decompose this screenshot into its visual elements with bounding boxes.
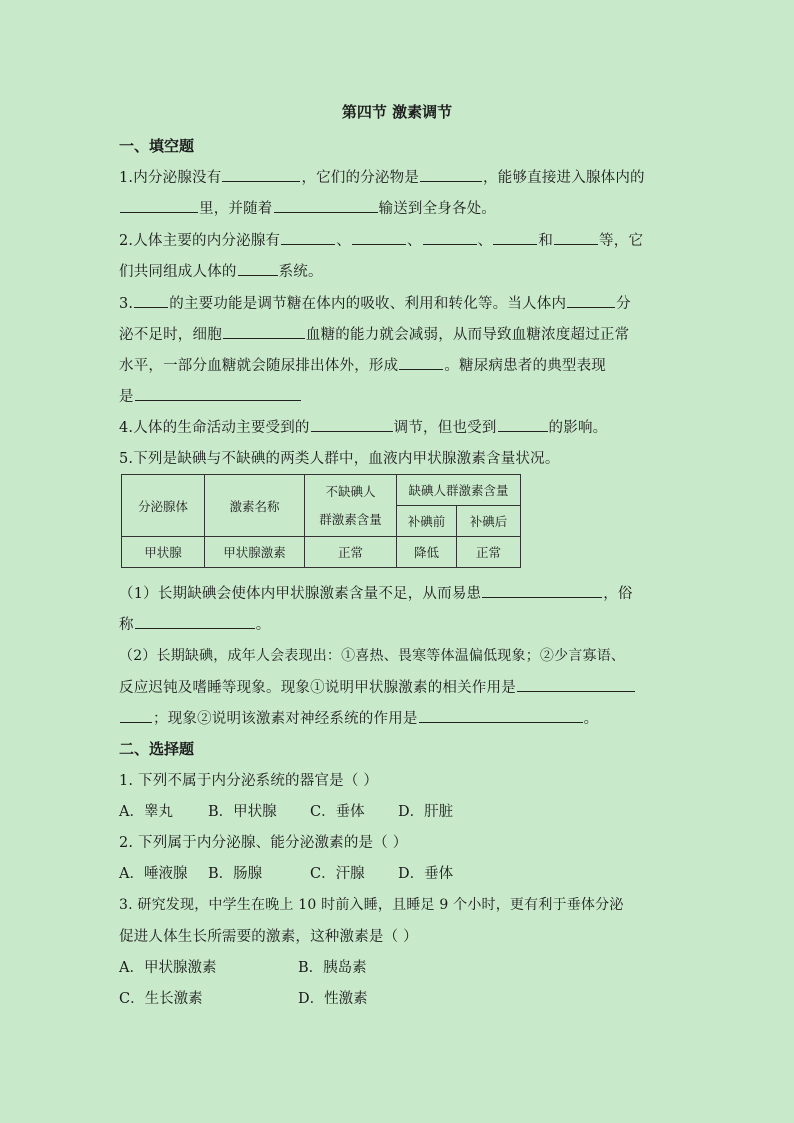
table-cell: 甲状腺 xyxy=(122,537,205,568)
q5-sub2-line-2: 反应迟钝及嗜睡等现象。现象①说明甲状腺激素的相关作用是 xyxy=(119,676,636,697)
answer-blank[interactable] xyxy=(134,293,168,308)
choice-2-question: 2. 下列属于内分泌腺、能分泌激素的是（ ） xyxy=(119,835,408,851)
table-cell: 正常 xyxy=(457,537,521,568)
table-header-deficient: 缺碘人群激素含量 xyxy=(397,475,521,506)
answer-blank[interactable] xyxy=(420,167,482,182)
q5-sub2-line-3: ；现象②说明该激素对神经系统的作用是 。 xyxy=(119,707,598,728)
choice-2-option-c[interactable]: C．汗腺 xyxy=(310,866,365,882)
table-header-before: 补碘前 xyxy=(397,506,457,537)
answer-blank[interactable] xyxy=(567,293,615,308)
choice-2-option-a[interactable]: A．唾液腺 xyxy=(119,866,188,882)
table-header-gland: 分泌腺体 xyxy=(122,475,205,537)
q3-line-4: 是 xyxy=(119,385,302,406)
answer-blank[interactable] xyxy=(482,583,602,598)
answer-blank[interactable] xyxy=(517,677,635,692)
table-header-normal: 不缺碘人 群激素含量 xyxy=(305,475,397,537)
hormone-table xyxy=(121,474,521,568)
answer-blank[interactable] xyxy=(352,230,406,245)
answer-blank[interactable] xyxy=(554,230,598,245)
section-choice-heading: 二、选择题 xyxy=(119,740,195,758)
table-header-after: 补碘后 xyxy=(457,506,521,537)
choice-3-option-c[interactable]: C．生长激素 xyxy=(119,991,203,1007)
choice-1-option-a[interactable]: A．睾丸 xyxy=(119,804,173,820)
answer-blank[interactable] xyxy=(223,324,305,339)
page-title: 第四节 激素调节 xyxy=(341,103,453,121)
answer-blank[interactable] xyxy=(120,198,198,213)
choice-3-question-line-2: 促进人体生长所需要的激素，这种激素是（ ） xyxy=(119,929,418,945)
q4-line: 4.人体的生命活动主要受到的 调节，但也受到 的影响。 xyxy=(119,416,607,437)
q5-sub1-line-1: （1）长期缺碘会使体内甲状腺激素含量不足，从而易患 ，俗 xyxy=(119,582,633,603)
table-cell: 甲状腺激素 xyxy=(205,537,305,568)
choice-1-option-c[interactable]: C．垂体 xyxy=(310,804,365,820)
q3-line-3: 水平，一部分血糖就会随尿排出体外，形成 。糖尿病患者的典型表现 xyxy=(119,354,606,375)
choice-3-question-line-1: 3. 研究发现，中学生在晚上 10 时前入睡，且睡足 9 个小时，更有利于垂体分泌 xyxy=(119,897,624,913)
q2-line-1: 2.人体主要的内分泌腺有 、 、 、 和 等，它 xyxy=(119,229,643,250)
q5-sub2-line-1: （2）长期缺碘，成年人会表现出：①喜热、畏寒等体温偏低现象；②少言寡语、 xyxy=(119,648,626,664)
table-row xyxy=(122,537,521,568)
q5-intro: 5.下列是缺碘与不缺碘的两类人群中，血液内甲状腺激素含量状况。 xyxy=(119,451,560,467)
answer-blank[interactable] xyxy=(399,355,443,370)
q1-line-2: 里，并随着 输送到全身各处。 xyxy=(119,197,496,218)
answer-blank[interactable] xyxy=(498,417,548,432)
choice-1-option-d[interactable]: D．肝脏 xyxy=(398,804,454,820)
answer-blank[interactable] xyxy=(281,230,335,245)
answer-blank[interactable] xyxy=(135,614,255,629)
choice-2-option-b[interactable]: B．肠腺 xyxy=(208,866,263,882)
answer-blank[interactable] xyxy=(423,230,477,245)
answer-blank[interactable] xyxy=(238,261,278,276)
answer-blank[interactable] xyxy=(274,198,378,213)
answer-blank[interactable] xyxy=(135,386,301,401)
q3-line-2: 泌不足时，细胞 血糖的能力就会减弱，从而导致血糖浓度超过正常 xyxy=(119,323,629,344)
choice-3-option-b[interactable]: B．胰岛素 xyxy=(298,960,367,976)
answer-blank[interactable] xyxy=(419,708,583,723)
choice-2-option-d[interactable]: D．垂体 xyxy=(398,866,454,882)
table-cell: 正常 xyxy=(305,537,397,568)
table-header-name: 激素名称 xyxy=(205,475,305,537)
choice-1-option-b[interactable]: B．甲状腺 xyxy=(208,804,277,820)
q2-line-2: 们共同组成人体的 系统。 xyxy=(119,260,323,281)
q1-line-1: 1.内分泌腺没有 ，它们的分泌物是 ，能够直接进入腺体内的 xyxy=(119,166,645,187)
answer-blank[interactable] xyxy=(311,417,393,432)
choice-1-question: 1. 下列不属于内分泌系统的器官是（ ） xyxy=(119,773,379,789)
q3-line-1: 3. 的主要功能是调节糖在体内的吸收、利用和转化等。当人体内 分 xyxy=(119,292,631,313)
table-cell: 降低 xyxy=(397,537,457,568)
answer-blank[interactable] xyxy=(493,230,537,245)
section-fill-heading: 一、填空题 xyxy=(119,137,195,155)
answer-blank[interactable] xyxy=(222,167,300,182)
answer-blank[interactable] xyxy=(120,708,152,723)
q5-sub1-line-2: 称 。 xyxy=(119,613,270,634)
choice-3-option-a[interactable]: A．甲状腺激素 xyxy=(119,960,217,976)
choice-3-option-d[interactable]: D．性激素 xyxy=(298,991,368,1007)
